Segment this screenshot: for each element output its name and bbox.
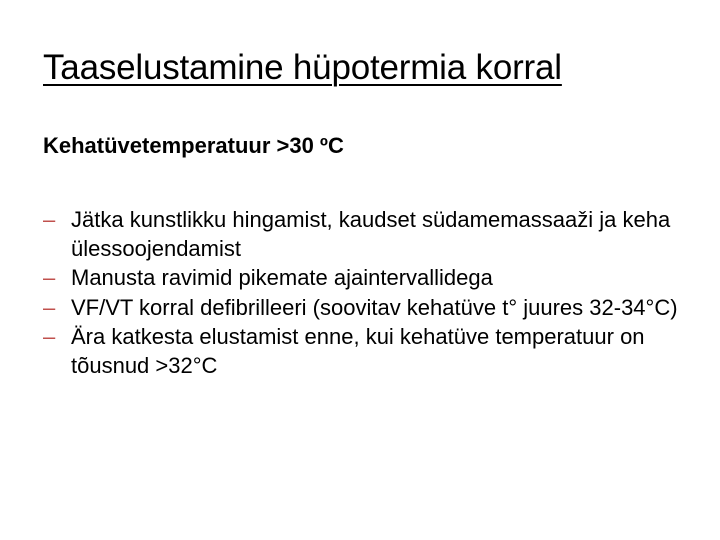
bullet-item (43, 323, 703, 380)
bullet-text: Manusta ravimid pikemate ajaintervallidega (71, 265, 493, 290)
dash-bullet-icon: – (43, 265, 56, 290)
dash-bullet-icon: – (43, 207, 56, 232)
bullet-list (43, 206, 703, 381)
bullet-item (43, 264, 703, 293)
bullet-text: VF/VT korral defibrilleeri (soovitav kehatüve t° juures 32-34°C) (71, 294, 678, 320)
dash-bullet-icon: – (43, 294, 56, 320)
bullet-item (43, 206, 703, 263)
dash-bullet-icon: – (43, 324, 56, 349)
bullet-text: Ära katkesta elustamist enne, kui kehatüve temperatuur on tõusnud >32°C (71, 324, 645, 378)
slide-title: Taaselustamine hüpotermia korral (43, 48, 562, 87)
bullet-item (43, 294, 703, 323)
bullet-text: Jätka kunstlikku hingamist, kaudset südamemassaaži ja keha ülessoojendamist (71, 207, 671, 261)
slide-subheading: Kehatüvetemperatuur >30 ºC (43, 133, 344, 158)
